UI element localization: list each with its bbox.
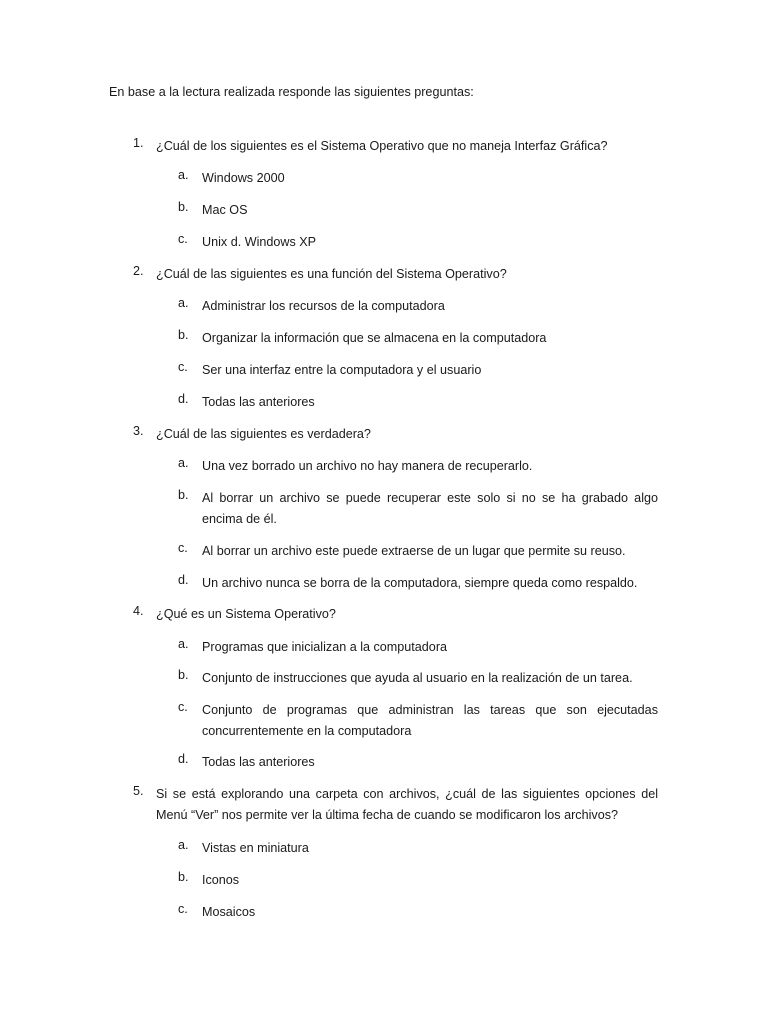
option-text: Una vez borrado un archivo no hay manera de recuperarlo. [202,459,533,473]
option-text: Todas las anteriores [202,755,315,769]
option-text: Vistas en miniatura [202,841,309,855]
option-letter: c. [178,232,188,246]
option-text: Al borrar un archivo se puede recuperar este solo si no se ha grabado algo encima de él. [202,491,658,526]
option-letter: c. [178,541,188,555]
option-text: Unix d. Windows XP [202,235,317,249]
intro-text: En base a la lectura realizada responde las siguientes preguntas: [109,85,474,99]
option-text: Ser una interfaz entre la computadora y el usuario [202,363,482,377]
option-letter: d. [178,573,189,587]
question-text: ¿Cuál de las siguientes es una función del Sistema Operativo? [156,267,507,281]
option-text: Administrar los recursos de la computadora [202,299,445,313]
option-letter: b. [178,870,189,884]
question-number: 5. [133,784,144,798]
option-letter: a. [178,168,189,182]
question-number: 3. [133,424,144,438]
option-text: Todas las anteriores [202,395,315,409]
question-text: ¿Qué es un Sistema Operativo? [156,607,336,621]
option-letter: c. [178,360,188,374]
option-letter: b. [178,488,189,502]
option-letter: a. [178,456,189,470]
option-text: Al borrar un archivo este puede extraerse de un lugar que permite su reuso. [202,544,626,558]
option-letter: d. [178,392,189,406]
option-text: Iconos [202,873,240,887]
option-text: Conjunto de instrucciones que ayuda al usuario en la realización de un tarea. [202,671,633,685]
question-text: Si se está explorando una carpeta con archivos, ¿cuál de las siguientes opciones del Menú “Ver” nos permite ver la última fecha de cuando se modificaron los archivos? [156,787,658,822]
option-letter: c. [178,902,188,916]
option-letter: d. [178,752,189,766]
question-number: 1. [133,136,144,150]
option-letter: c. [178,700,188,714]
option-text: Programas que inicializan a la computadora [202,640,448,654]
option-text: Windows 2000 [202,171,285,185]
option-text: Conjunto de programas que administran las tareas que son ejecutadas concurrentemente en la computadora [202,703,658,738]
option-letter: a. [178,637,189,651]
option-letter: b. [178,328,189,342]
question-number: 4. [133,604,144,618]
option-letter: b. [178,668,189,682]
option-letter: a. [178,296,189,310]
option-text: Mac OS [202,203,248,217]
question-text: ¿Cuál de los siguientes es el Sistema Operativo que no maneja Interfaz Gráfica? [156,139,608,153]
option-text: Mosaicos [202,905,256,919]
option-text: Un archivo nunca se borra de la computadora, siempre queda como respaldo. [202,576,638,590]
option-text: Organizar la información que se almacena en la computadora [202,331,547,345]
question-text: ¿Cuál de las siguientes es verdadera? [156,427,371,441]
option-letter: b. [178,200,189,214]
question-number: 2. [133,264,144,278]
option-letter: a. [178,838,189,852]
